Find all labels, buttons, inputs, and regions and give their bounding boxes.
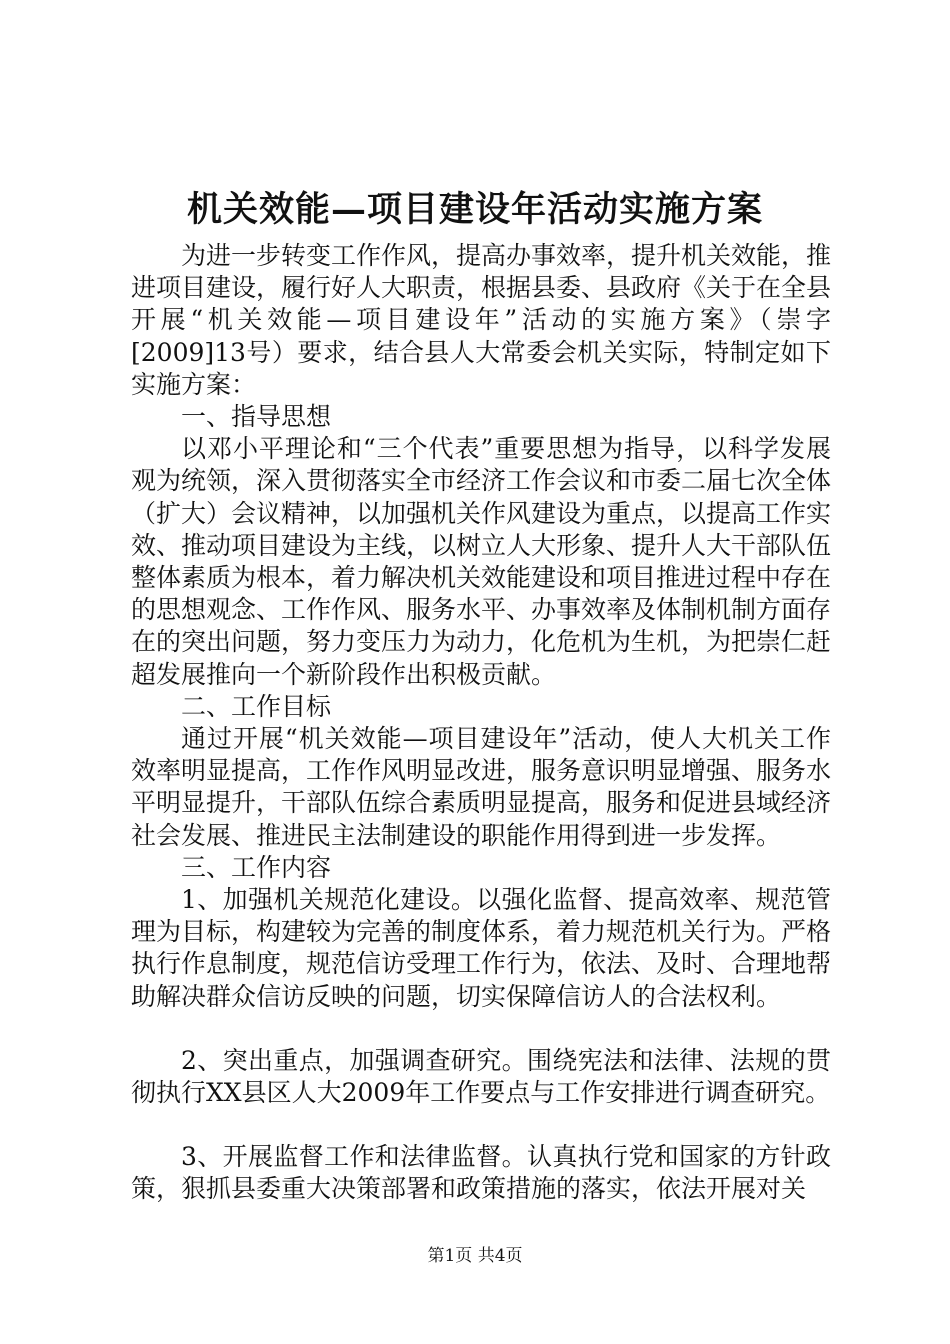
section-heading-work-content: 三、工作内容 — [181, 852, 332, 882]
work-content-item-2: 2、突出重点，加强调查研究。围绕宪法和法律、法规的贯彻执行XX县区人大2009年工作要点与工作安排进行调查研究。 — [131, 1045, 831, 1108]
section-heading-guiding-thought: 一、指导思想 — [181, 402, 332, 432]
work-content-item-3: 3、开展监督工作和法律监督。认真执行党和国家的方针政策，狠抓县委重大决策部署和政策措施的落实，依法开展对关 — [131, 1142, 831, 1204]
work-content-item-1: 1、加强机关规范化建设。以强化监督、提高效率、规范管理为目标，构建较为完善的制度体系，着力规范机关行为。严格执行作息制度，规范信访受理工作行为，依法、及时、合理地帮助解决群众信访反映的问题，切实保障信访人的合法权利。 — [131, 885, 832, 1011]
intro-paragraph: 为进一步转变工作作风，提高办事效率，提升机关效能，推进项目建设，履行好人大职责，根据县委、县政府《关于在全县开展“机关效能—项目建设年”活动的实施方案》（崇字[2009]13号）要求，结合县人大常委会机关实际，特制定如下实施方案： — [131, 241, 832, 399]
section-heading-work-goals: 二、工作目标 — [181, 691, 332, 721]
document-body — [131, 240, 831, 1206]
document-title: 机关效能—项目建设年活动实施方案 — [186, 189, 763, 230]
page-footer: 第1页 共4页 — [427, 1246, 523, 1266]
work-goals-paragraph: 通过开展“机关效能—项目建设年”活动，使人大机关工作效率明显提高，工作作风明显改进，服务意识明显增强、服务水平明显提升，干部队伍综合素质明显提高，服务和促进县域经济社会发展、推进民主法制建设的职能作用得到进一步发挥。 — [131, 724, 832, 850]
guiding-thought-paragraph: 以邓小平理论和“三个代表”重要思想为指导，以科学发展观为统领，深入贯彻落实全市经济工作会议和市委二届七次全体（扩大）会议精神，以加强机关作风建设为重点，以提高工作实效、推动项目建设为主线，以树立人大形象、提升人大干部队伍整体素质为根本，着力解决机关效能建设和项目推进过程中存在的思想观念、工作作风、服务水平、办事效率及体制机制方面存在的突出问题，努力变压力为动力，化危机为生机，为把崇仁赶超发展推向一个新阶段作出积极贡献。 — [131, 434, 832, 689]
